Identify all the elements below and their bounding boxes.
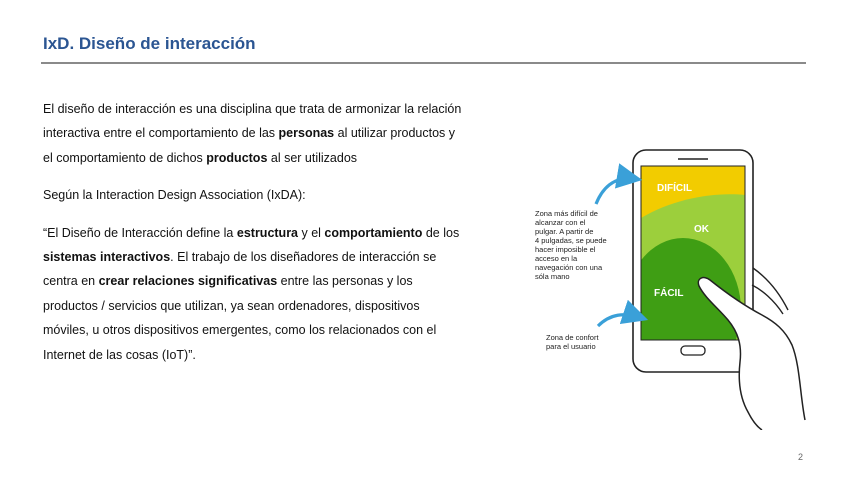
- text-run: “El Diseño de Interacción define la: [43, 225, 237, 240]
- emphasis-text: crear relaciones significativas: [98, 274, 278, 289]
- title-divider: [41, 62, 806, 64]
- body-text: [43, 97, 463, 367]
- text-run: . El trabajo de los diseñadores de interacción se centra en: [43, 250, 437, 289]
- page-number: 2: [798, 452, 804, 462]
- text-run: al ser utilizados: [267, 150, 358, 165]
- paragraph-ixda-intro: [43, 183, 463, 207]
- zone-label-ok: OK: [694, 224, 709, 235]
- text-run: Según la Interaction Design Association (IxDA):: [43, 188, 306, 203]
- text-run: entre las personas y los productos / servicios que utilizan, ya sean ordenadores, dispositivos móviles, u otros dispositivos emergentes, como los relacionados con el Internet de las cosas (IoT)”.: [43, 274, 437, 362]
- text-run: El diseño de interacción es una disciplina que trata de armonizar la relación interactiva entre el comportamiento de las: [43, 102, 462, 141]
- arrow-hard-zone-icon: [596, 178, 636, 204]
- zone-label-difficult: DIFÍCIL: [657, 183, 692, 194]
- text-run: de los: [422, 225, 460, 240]
- emphasis-text: personas: [278, 126, 335, 141]
- paragraph-definition: [43, 97, 463, 170]
- zone-label-easy: FÁCIL: [654, 288, 684, 299]
- hand-finger-lines: [752, 268, 788, 314]
- slide-title: IxD. Diseño de interacción: [43, 34, 256, 53]
- emphasis-text: comportamiento: [324, 225, 423, 240]
- emphasis-text: estructura: [236, 225, 299, 240]
- emphasis-text: productos: [206, 150, 268, 165]
- text-run: al utilizar productos y el comportamiento de dichos: [43, 126, 456, 165]
- thumb-zone-illustration: [500, 140, 810, 430]
- annotation-comfort-zone: Zona de confort para el usuario: [546, 333, 599, 351]
- annotation-hard-zone: Zona más difícil de alcanzar con el pulgar. A partir de 4 pulgadas, se puede hacer imposible el acceso en la navegación con una sóla mano: [535, 209, 607, 281]
- paragraph-ixda-quote: [43, 221, 463, 367]
- home-button: [681, 346, 705, 355]
- text-run: y el: [298, 225, 325, 240]
- emphasis-text: sistemas interactivos: [43, 250, 171, 265]
